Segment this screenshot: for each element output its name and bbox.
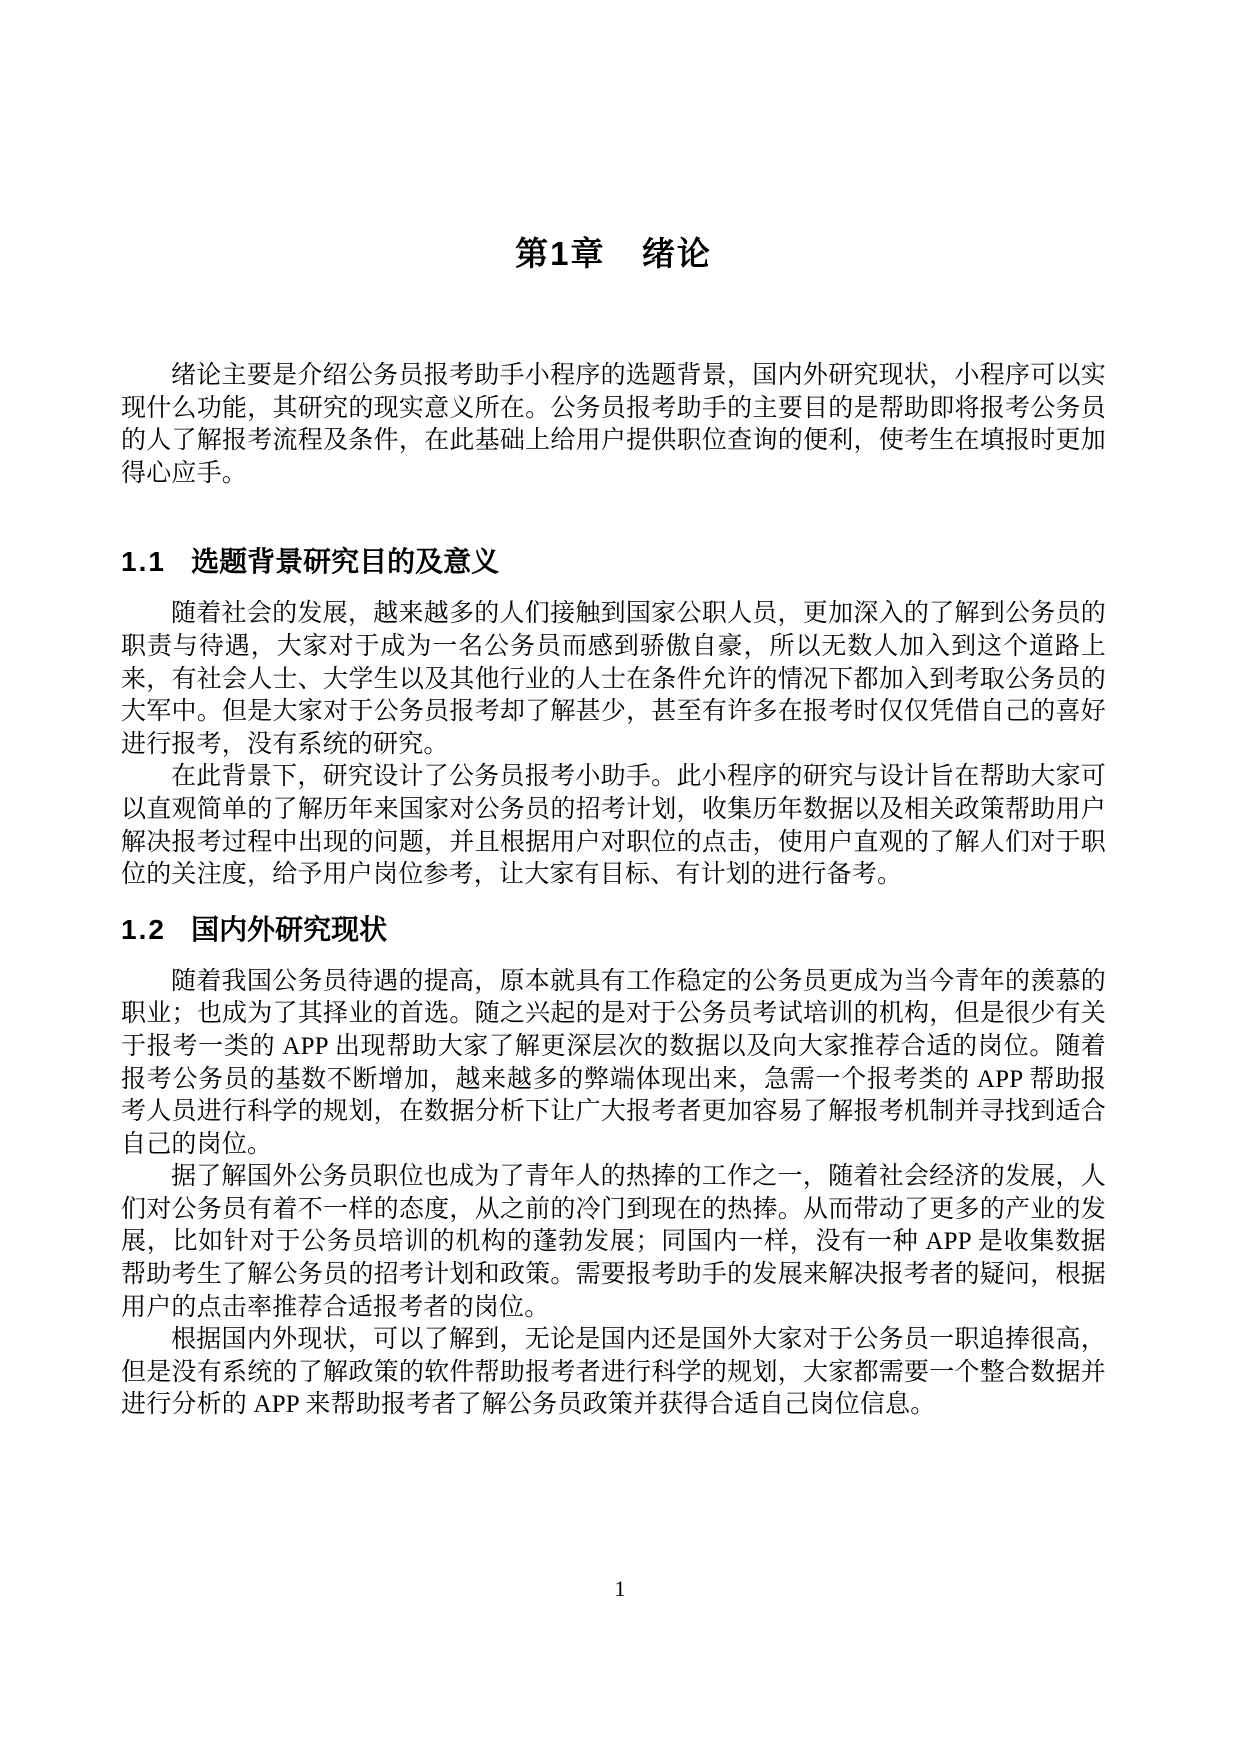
section-heading-1-2 — [121, 910, 1106, 950]
section-number: 1.1 — [121, 546, 166, 578]
chapter-name: 绪论 — [641, 235, 712, 272]
section-number: 1.2 — [121, 913, 166, 945]
section-title: 国内外研究现状 — [191, 913, 388, 945]
page-footer — [0, 1576, 1240, 1602]
section-1-2-paragraph-2: 据了解国外公务员职位也成为了青年人的热捧的工作之一，随着社会经济的发展，人们对公务员有着不一样的态度，从之前的冷门到现在的热捧。从而带动了更多的产业的发展，比如针对于公务员培训的机构的蓬勃发展；同国内一样，没有一种 APP 是收集数据帮助考生了解公务员的招考计划和政策。需要报考助手的发展来解决报考者的疑问，根据用户的点击率推荐合适报考者的岗位。 — [121, 1163, 1106, 1321]
section-title: 选题背景研究目的及意义 — [191, 546, 500, 578]
section-1-2-paragraph-3: 根据国内外现状，可以了解到，无论是国内还是国外大家对于公务员一职追捧很高，但是没有系统的了解政策的软件帮助报考者进行科学的规划，大家都需要一个整合数据并进行分析的 APP 来帮助报考者了解公务员政策并获得合适自己岗位信息。 — [121, 1326, 1106, 1419]
chapter-number: 第1章 — [515, 235, 606, 272]
section-1-1-paragraph-2: 在此背景下，研究设计了公务员报考小助手。此小程序的研究与设计旨在帮助大家可以直观简单的了解历年来国家对公务员的招考计划，收集历年数据以及相关政策帮助用户解决报考过程中出现的问题，并且根据用户对职位的点击，使用户直观的了解人们对于职位的关注度，给予用户岗位参考，让大家有目标、有计划的进行备考。 — [121, 763, 1106, 889]
section-1-1-paragraph-1: 随着社会的发展，越来越多的人们接触到国家公职人员，更加深入的了解到公务员的职责与待遇，大家对于成为一名公务员而感到骄傲自豪，所以无数人加入到这个道路上来，有社会人士、大学生以及其他行业的人士在条件允许的情况下都加入到考取公务员的大军中。但是大家对于公务员报考却了解甚少，甚至有许多在报考时仅仅凭借自己的喜好进行报考，没有系统的研究。 — [121, 600, 1106, 758]
chapter-title — [121, 232, 1106, 276]
page-number: 1 — [614, 1576, 626, 1601]
section-1-2-paragraph-1: 随着我国公务员待遇的提高，原本就具有工作稳定的公务员更成为当今青年的羡慕的职业；也成为了其择业的首选。随之兴起的是对于公务员考试培训的机构，但是很少有关于报考一类的 APP 出现帮助大家了解更深层次的数据以及向大家推荐合适的岗位。随着报考公务员的基数不断增加，越来越多的弊端体现出来，急需一个报考类的 APP 帮助报考人员进行科学的规划，在数据分析下让广大报考者更加容易了解报考机制并寻找到适合自己的岗位。 — [121, 967, 1106, 1158]
section-heading-1-1 — [121, 542, 1106, 582]
intro-paragraph: 绪论主要是介绍公务员报考助手小程序的选题背景，国内外研究现状，小程序可以实现什么功能，其研究的现实意义所在。公务员报考助手的主要目的是帮助即将报考公务员的人了解报考流程及条件，在此基础上给用户提供职位查询的便利，使考生在填报时更加得心应手。 — [121, 362, 1106, 487]
